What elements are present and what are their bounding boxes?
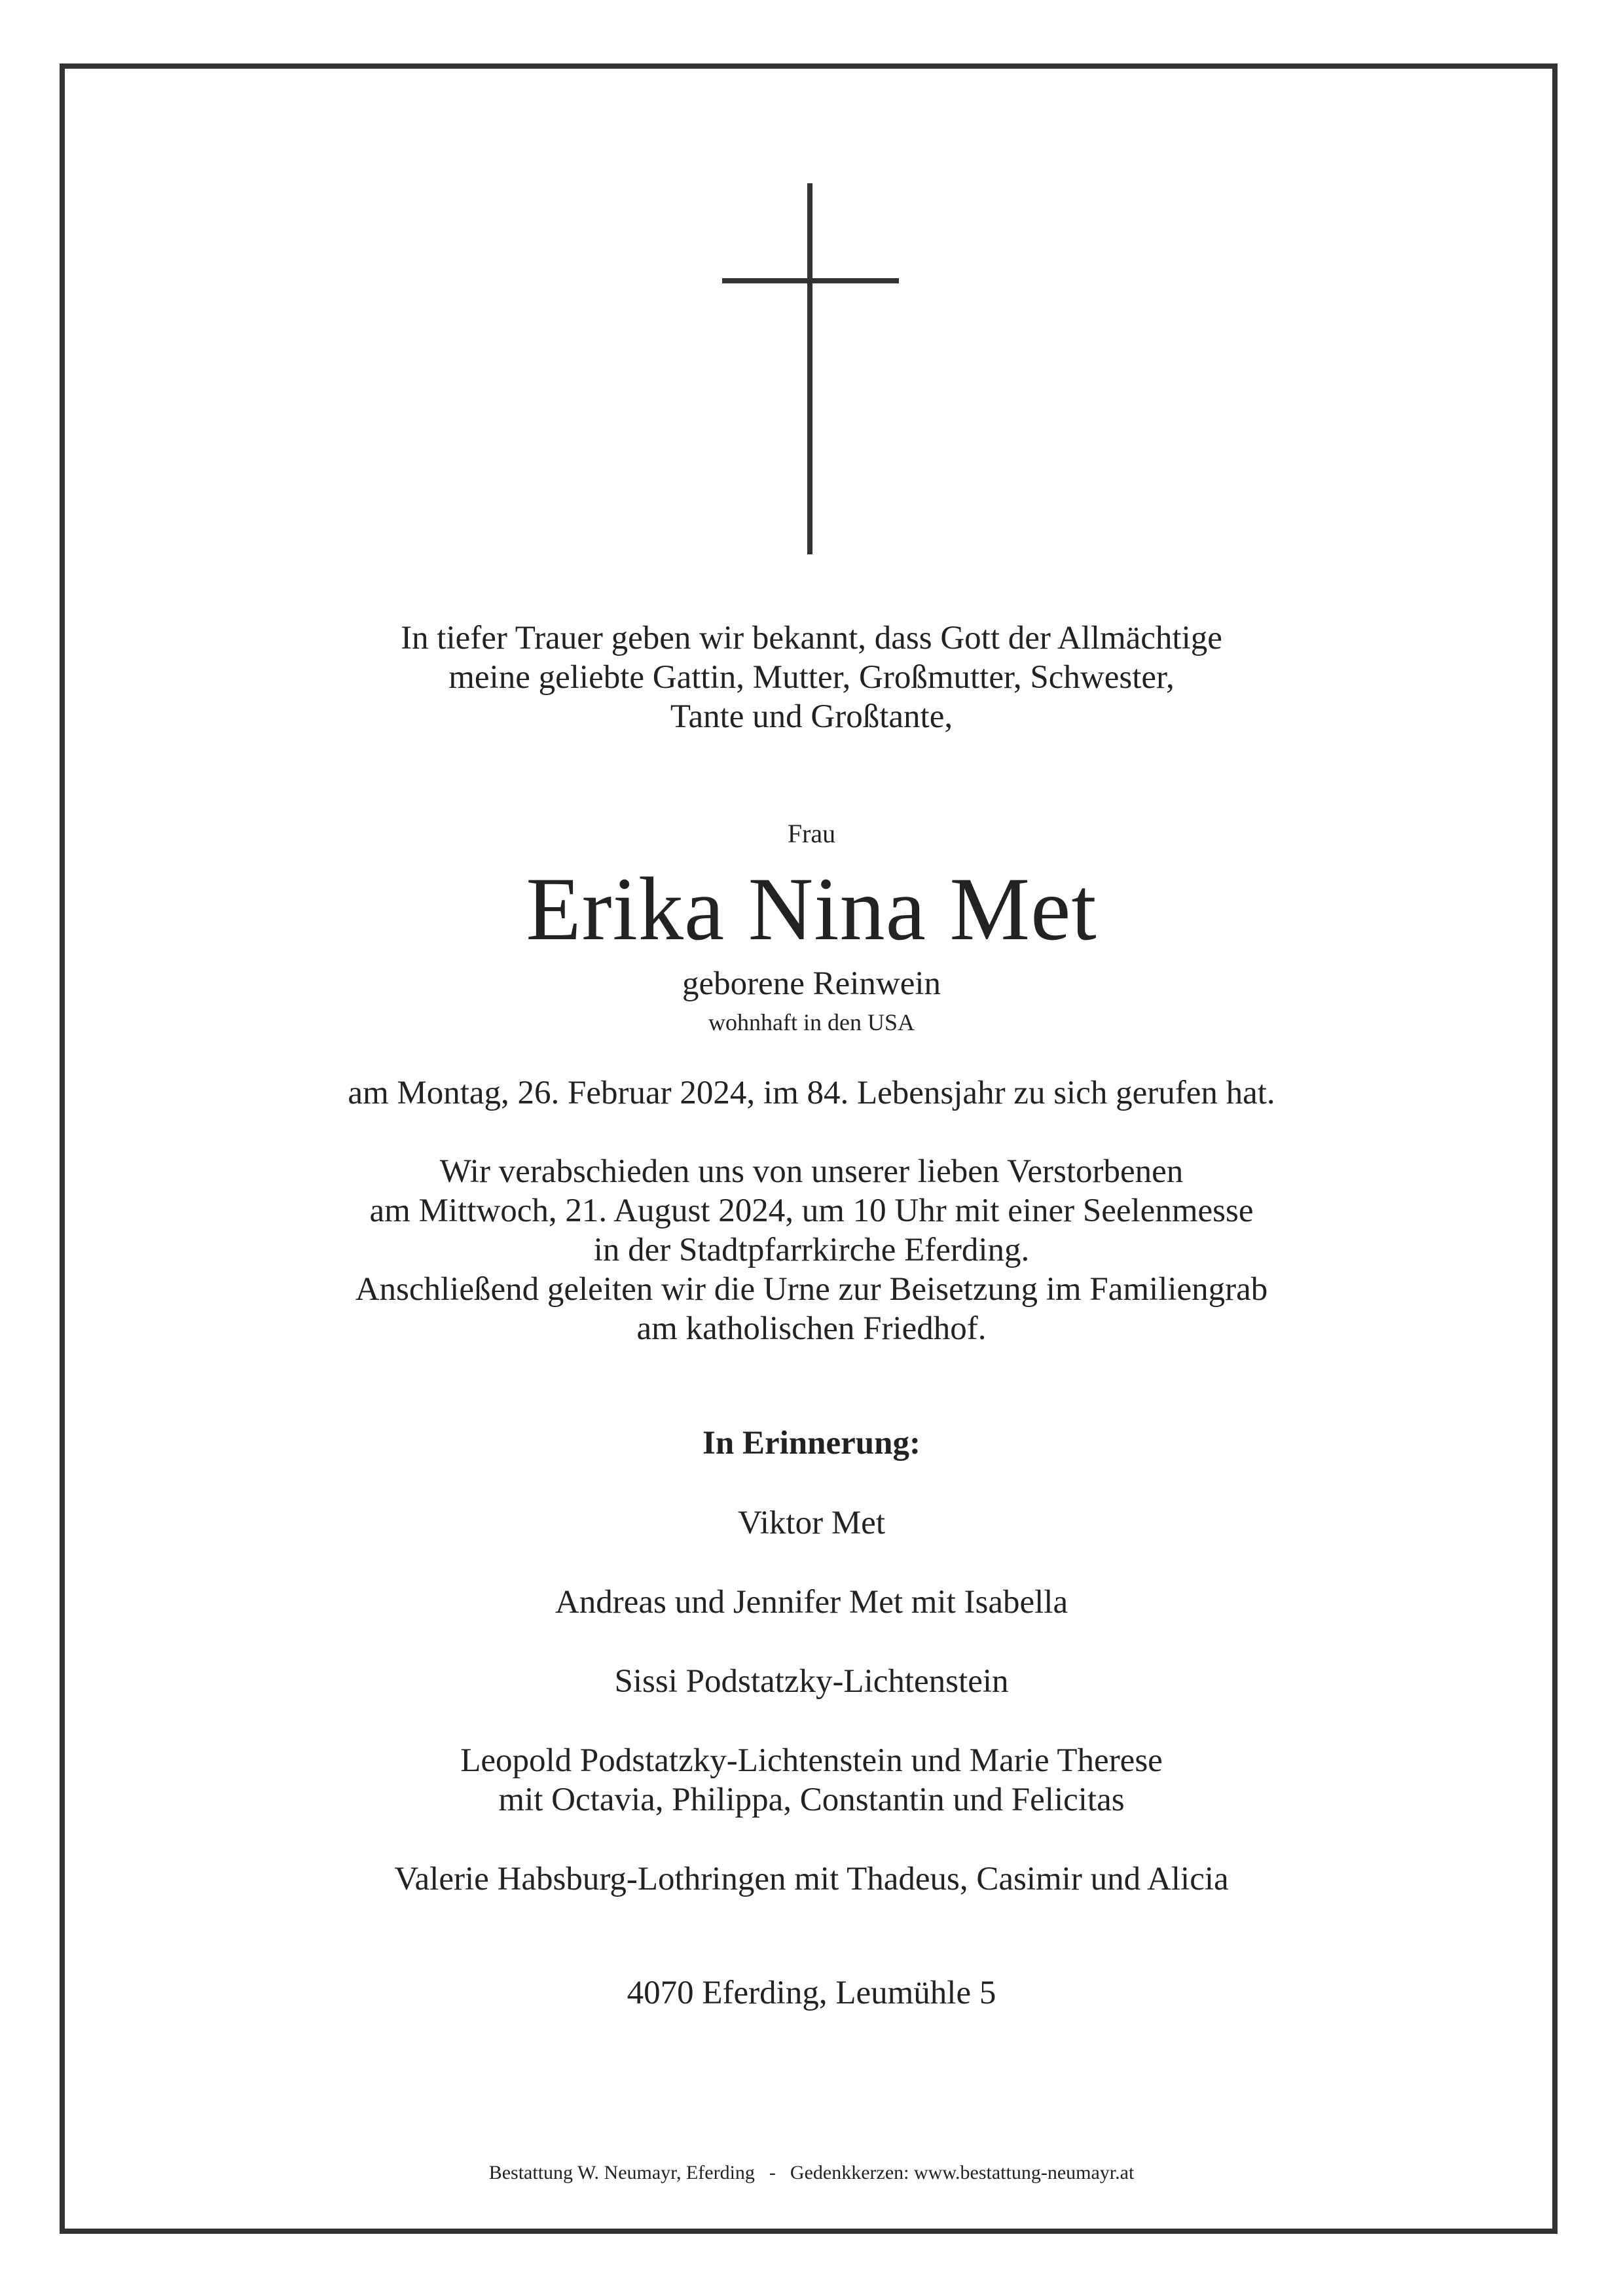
footer-separator: - [769,2162,776,2183]
remembrance-heading: In Erinnerung: [702,1425,921,1462]
intro-line-3: Tante und Großtante, [670,698,953,735]
intro-line-2: meine geliebte Gattin, Mutter, Großmutter, Schwester, [448,659,1175,696]
footer [0,2163,1623,2183]
mourner-4-continued: mit Octavia, Philippa, Constantin und Felicitas [498,1782,1125,1818]
cross-horizontal-bar [722,278,899,283]
footer-undertaker: Bestattung W. Neumayr, Eferding [488,2162,755,2183]
mourner-4: Leopold Podstatzky-Lichtenstein und Marie Therese [460,1742,1163,1779]
residence: wohnhaft in den USA [708,1009,915,1035]
mourner-2: Andreas und Jennifer Met mit Isabella [555,1584,1068,1621]
ceremony-line-5: am katholischen Friedhof. [636,1310,987,1347]
death-notice: am Montag, 26. Februar 2024, im 84. Lebensjahr zu sich gerufen hat. [348,1075,1275,1111]
birth-name: geborene Reinwein [682,965,941,1002]
cross-vertical-bar [807,183,812,554]
intro-line-1: In tiefer Trauer geben wir bekannt, dass Gott der Allmächtige [401,620,1222,656]
ceremony-line-4: Anschließend geleiten wir die Urne zur Beisetzung im Familiengrab [355,1271,1268,1308]
mourner-3: Sissi Podstatzky-Lichtenstein [614,1663,1009,1700]
mourner-5: Valerie Habsburg-Lothringen mit Thadeus, Casimir und Alicia [394,1861,1229,1897]
ceremony-line-2: am Mittwoch, 21. August 2024, um 10 Uhr mit einer Seelenmesse [369,1193,1254,1229]
footer-candles-link[interactable]: Gedenkkerzen: www.bestattung-neumayr.at [790,2162,1135,2183]
ceremony-line-1: Wir verabschieden uns von unserer lieben Verstorbenen [439,1153,1184,1190]
family-address: 4070 Eferding, Leumühle 5 [627,1975,996,2011]
deceased-name: Erika Nina Met [526,859,1097,959]
salutation: Frau [787,819,836,848]
ceremony-line-3: in der Stadtpfarrkirche Eferding. [593,1232,1030,1268]
mourner-1: Viktor Met [738,1505,885,1541]
